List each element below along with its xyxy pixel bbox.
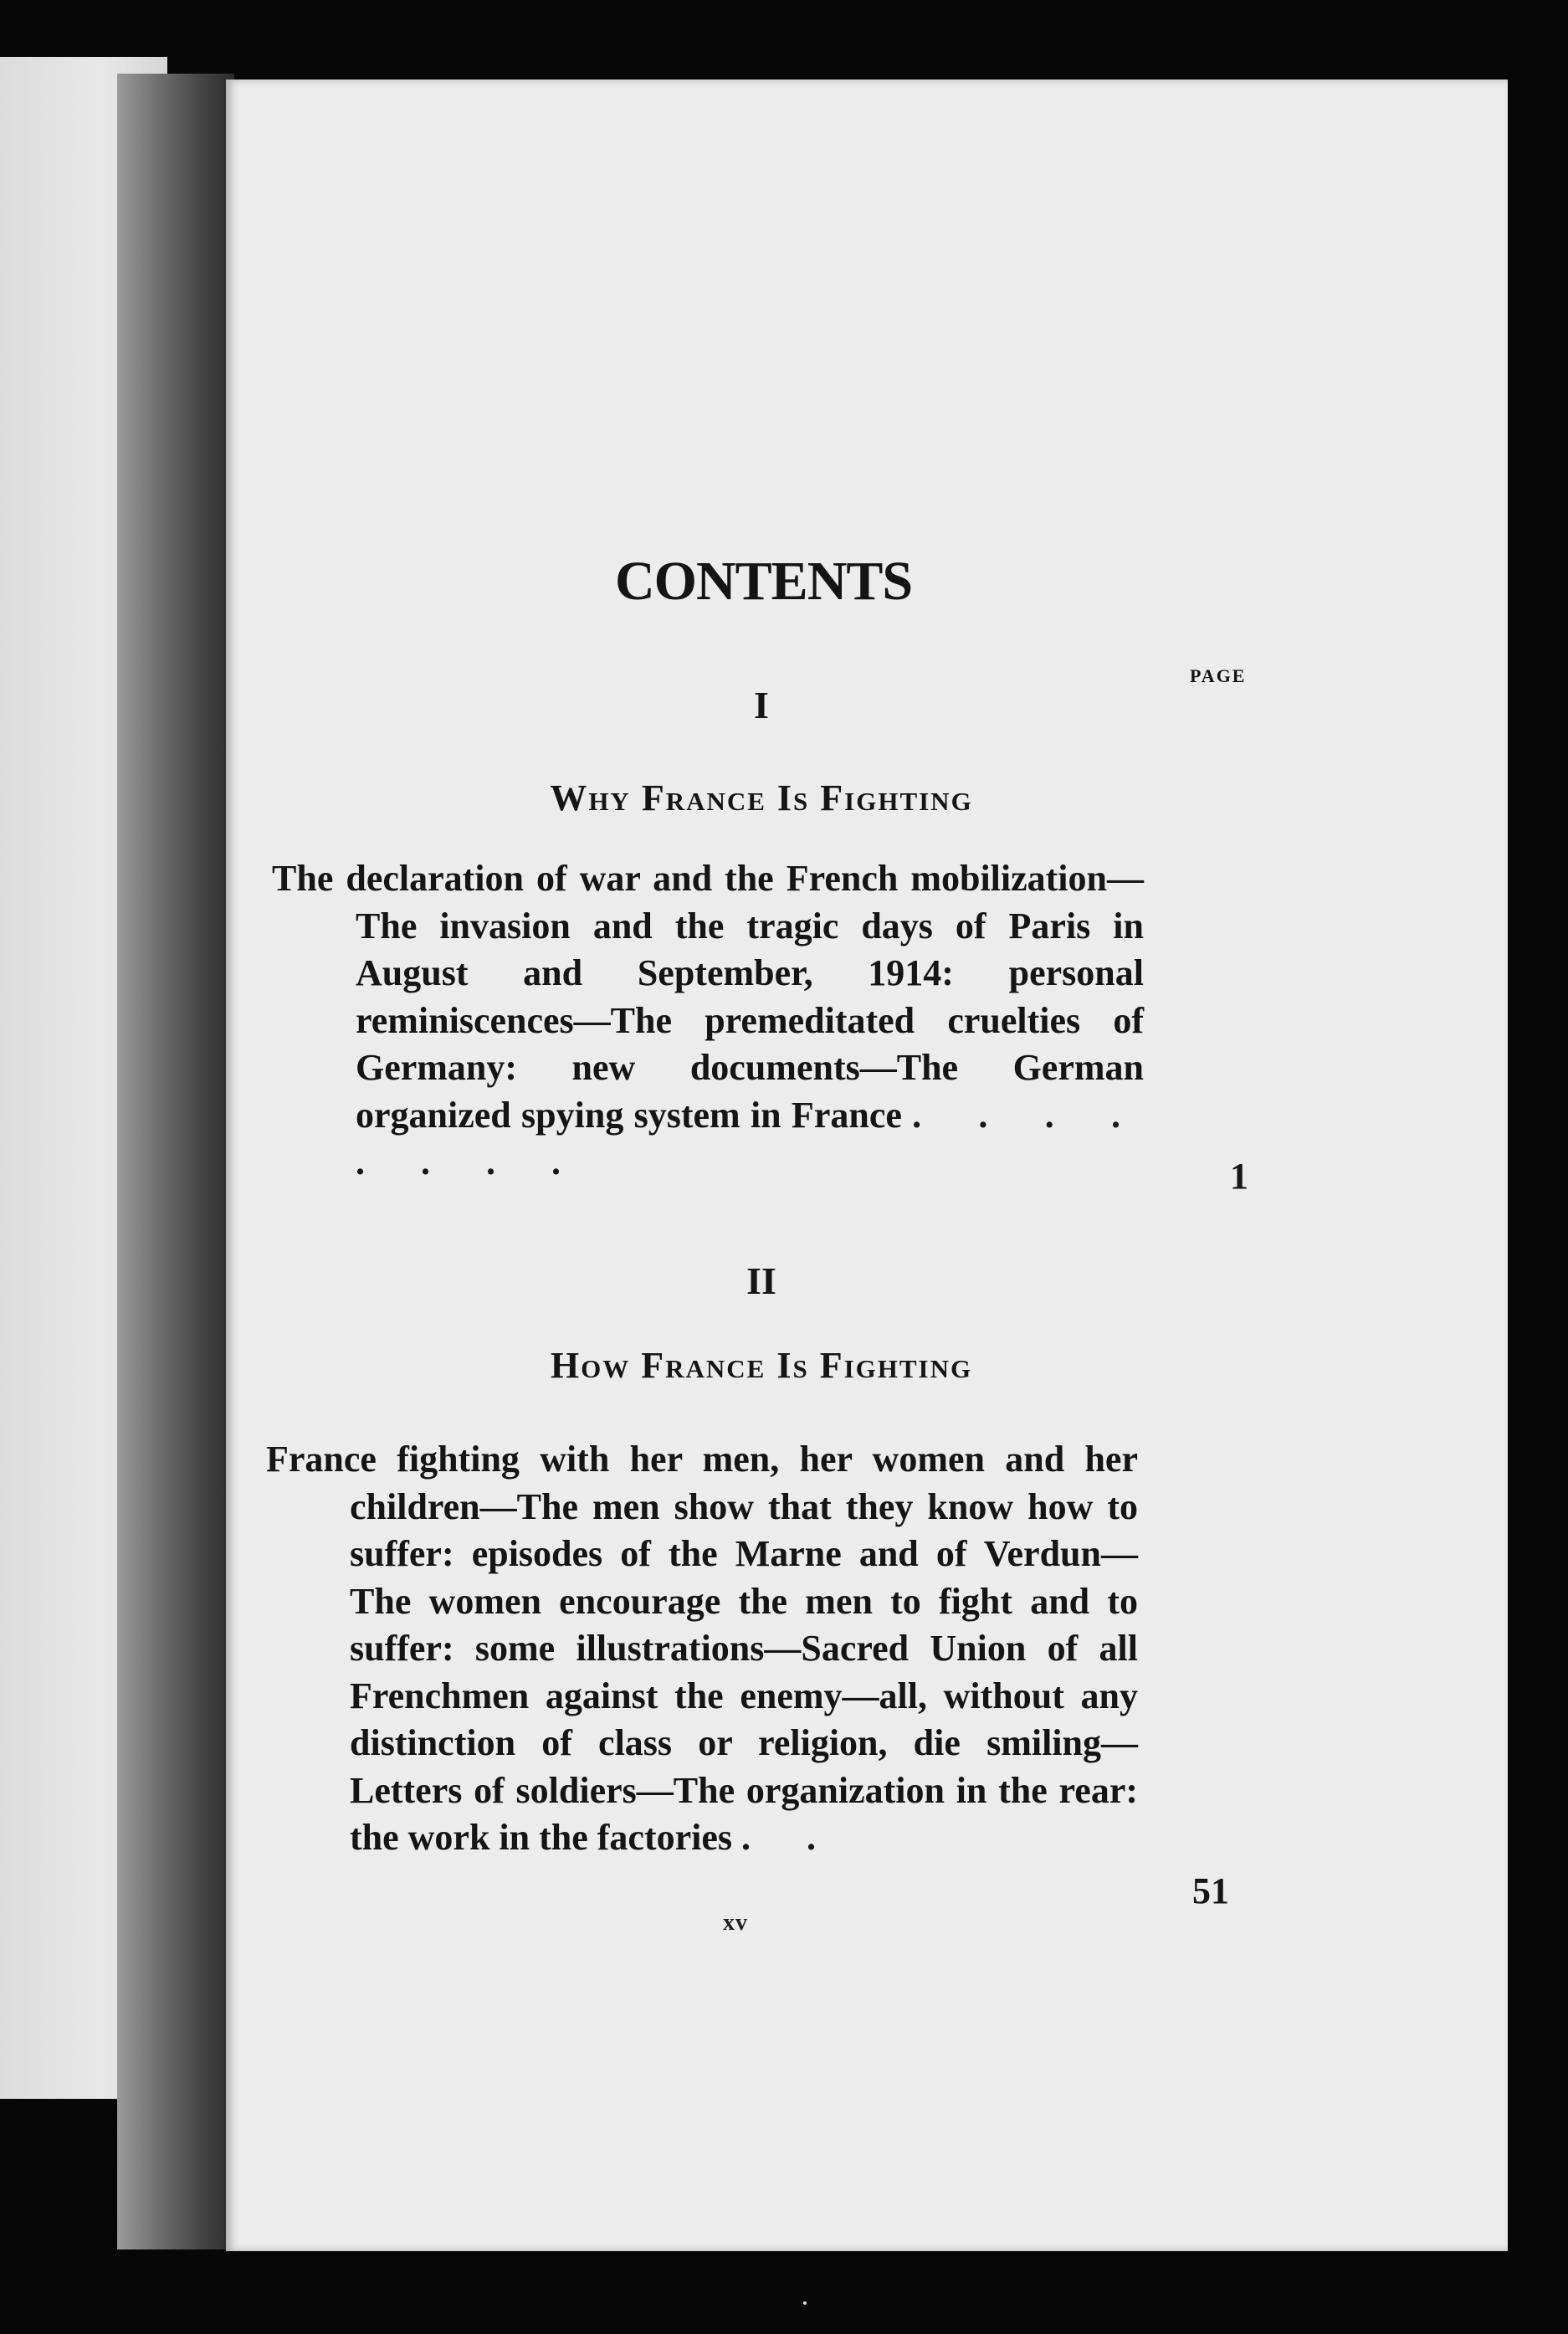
page-folio: xv (723, 1910, 748, 1936)
chapter-summary-text: The declaration of war and the French mobilization—The invasion and the tragic days of Paris in August and September, 1914: personal reminiscences—The premeditated cruelties of Germany: new documents—The German organized spying system in France (272, 858, 1144, 1136)
chapter-title: Why France Is Fighting (550, 777, 973, 818)
chapter-page-number: 51 (1192, 1870, 1229, 1911)
chapter-summary (272, 855, 1144, 1187)
chapter-number: I (754, 684, 769, 726)
chapter-number: II (746, 1259, 776, 1302)
dot-leaders: . . . . . . . . (356, 1094, 1144, 1182)
chapter-summary-text: France fighting with her men, her women and her children—The men show that they know how to suffer: episodes of the Marne and of Verdun—The women encourage the men to fight and to suffer: some illustrations—Sacred Union of all Frenchmen against the enemy—all, without any distinction of class or religion, die smiling—Letters of soldiers—The organization in the rear: the work in the factories (266, 1439, 1138, 1858)
chapter-title: How France Is Fighting (550, 1345, 973, 1386)
dust-speck (803, 2301, 807, 2305)
chapter-page-number: 1 (1230, 1156, 1248, 1197)
page-column-label: PAGE (1190, 665, 1247, 686)
chapter-summary (266, 1436, 1138, 1862)
book-gutter (117, 74, 234, 2249)
dot-leaders: . . (741, 1817, 840, 1858)
page-title: CONTENTS (615, 551, 913, 612)
